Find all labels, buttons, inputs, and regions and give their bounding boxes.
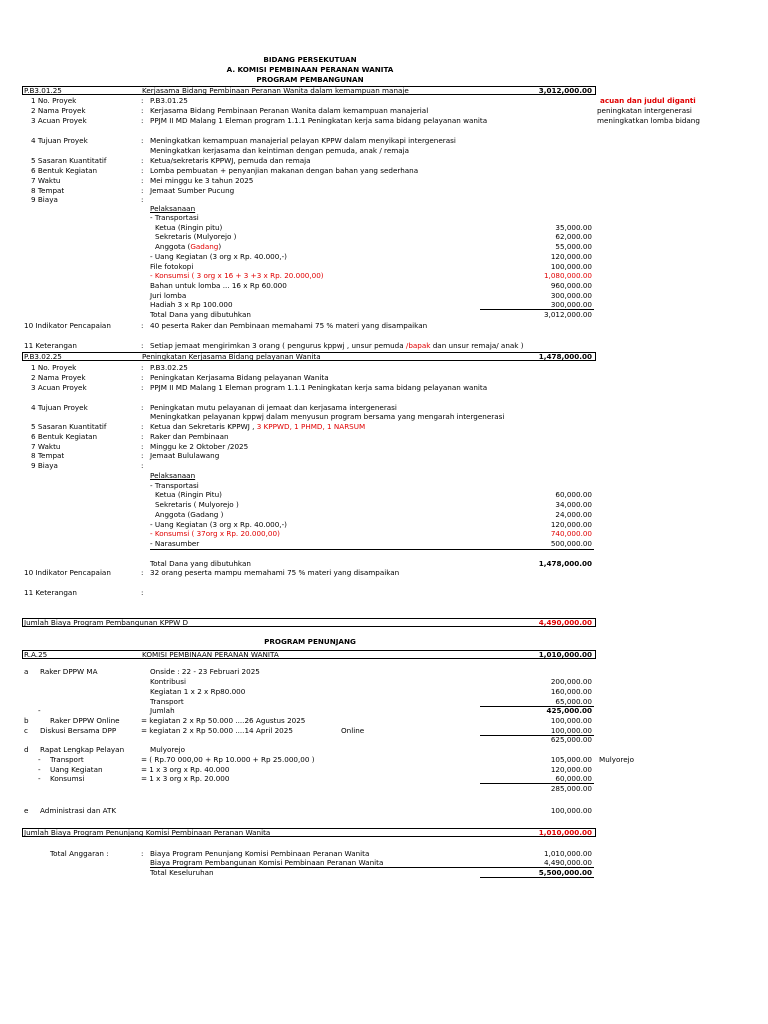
subtotal-1: 625,000.00: [550, 735, 592, 744]
total-row-2-value: 4,490,000.00: [543, 858, 592, 867]
project-2-total: 1,478,000.00: [538, 352, 592, 361]
item-d3-value: 60,000.00: [555, 774, 592, 783]
colon: :: [141, 432, 144, 441]
penunjang-code: R.A.25: [24, 650, 48, 659]
p2-bentuk: Raker dan Pembinaan: [150, 432, 229, 441]
project-2-name: Peningkatan Kerjasama Bidang pelayanan Wanita: [142, 352, 321, 361]
p2-label-10: 10 Indikator Pencapaian: [24, 568, 111, 577]
p1-file: File fotokopi: [150, 262, 194, 271]
colon: :: [141, 451, 144, 460]
item-d1-label: Transport: [50, 755, 84, 764]
p2-anggota: Anggota (Gadang ): [155, 510, 224, 519]
p1-anggota-value: 55,000.00: [555, 242, 592, 251]
jumlah-pembangunan-value: 4,490,000.00: [538, 618, 592, 627]
dash: -: [38, 755, 41, 764]
item-a-dash: -: [38, 706, 41, 715]
p1-transportasi: - Transportasi: [150, 213, 199, 222]
colon: :: [141, 373, 144, 382]
p1-konsumsi: - Konsumsi ( 3 org x 16 + 3 +3 x Rp. 20.000,00): [150, 271, 324, 280]
item-c-online: Online: [341, 726, 365, 735]
item-a-transport: Transport: [150, 697, 184, 706]
p1-acuan: PPJM II MD Malang 1 Eleman program 1.1.1 Peningkatan kerja sama bidang pelayanan wanita: [150, 116, 488, 125]
p1-label-1: 1 No. Proyek: [31, 96, 77, 105]
p1-total-dana: Total Dana yang dibutuhkan: [150, 310, 251, 319]
item-a-onsite: Onside : 22 - 23 Februari 2025: [150, 667, 260, 676]
item-d2-desc: = 1 x 3 org x Rp. 40.000: [141, 765, 230, 774]
item-a-kegiatan-value: 160,000.00: [550, 687, 592, 696]
p2-konsumsi: - Konsumsi ( 37org x Rp. 20.000,00): [150, 529, 280, 538]
total-anggaran-label: Total Anggaran :: [50, 849, 109, 858]
item-a-kontribusi-value: 200,000.00: [550, 677, 592, 686]
p2-narasumber-value: 500,000.00: [550, 539, 592, 548]
p1-konsumsi-value: 1,080,000.00: [543, 271, 592, 280]
p2-total-dana: Total Dana yang dibutuhkan: [150, 559, 251, 568]
p1-keterangan-bapak: /bapak: [405, 341, 431, 350]
total-row-3-value: 5,500,000.00: [538, 868, 592, 877]
p2-ketua-value: 60,000.00: [555, 490, 592, 499]
p1-hadiah-value: 300,000.00: [550, 300, 592, 309]
colon: :: [141, 849, 144, 858]
p1-tujuan-1: Meningkatkan kemampuan manajerial pelayan KPPW dalam menyikapi intergenerasi: [150, 136, 456, 145]
penunjang-total: 1,010,000.00: [538, 650, 592, 659]
colon: :: [141, 383, 144, 392]
project-2-code: P.B3.02.25: [24, 352, 62, 361]
item-b-value: 100,000.00: [550, 716, 592, 725]
item-a-transport-value: 65,000.00: [555, 697, 592, 706]
p2-konsumsi-value: 740,000.00: [550, 529, 592, 538]
p1-label-5: 5 Sasaran Kuantitatif: [31, 156, 107, 165]
item-b-desc: = kegiatan 2 x Rp 50.000 ....26 Agustus 2025: [141, 716, 306, 725]
p1-ketua: Ketua (Ringin pitu): [155, 223, 223, 232]
p2-label-2: 2 Nama Proyek: [31, 373, 86, 382]
title-line-1: BIDANG PERSEKUTUAN: [263, 55, 357, 64]
p1-ketua-value: 35,000.00: [555, 223, 592, 232]
p1-keterangan: Setiap jemaat mengirimkan 3 orang ( pengurus kppwj , unsur pemuda /bapak dan unsur remaja/ anak ): [150, 341, 524, 350]
p1-bahan: Bahan untuk lomba ... 16 x Rp 60.000: [150, 281, 287, 290]
item-c-label: Diskusi Bersama DPP: [40, 726, 117, 735]
item-e-value: 100,000.00: [550, 806, 592, 815]
item-a-label: Raker DPPW MA: [40, 667, 98, 676]
p1-sasaran: Ketua/sekretaris KPPWJ, pemuda dan remaja: [150, 156, 311, 165]
p1-label-9: 9 Biaya: [31, 195, 58, 204]
p1-uang-value: 120,000.00: [550, 252, 592, 261]
p1-tujuan-2: Meningkatkan kerjasama dan keintiman dengan pemuda, anak / remaja: [150, 146, 410, 155]
colon: :: [141, 136, 144, 145]
p1-label-8: 8 Tempat: [31, 186, 65, 195]
colon: :: [141, 588, 144, 597]
item-d-place: Mulyorejo: [150, 745, 186, 754]
item-e-label: Administrasi dan ATK: [40, 806, 117, 815]
item-d3-desc: = 1 x 3 org x Rp. 20.000: [141, 774, 230, 783]
p2-acuan: PPJM II MD Malang 1 Eleman program 1.1.1 Peningkatan kerja sama bidang pelayanan wanita: [150, 383, 488, 392]
p2-sasaran: Ketua dan Sekretaris KPPWJ , 3 KPPWD, 1 PHMD, 1 NARSUM: [150, 422, 366, 431]
colon: :: [141, 166, 144, 175]
p1-label-6: 6 Bentuk Kegiatan: [31, 166, 98, 175]
colon: :: [141, 156, 144, 165]
p1-anggota-gadang: Gadang: [190, 242, 219, 251]
total-row-1: Biaya Program Penunjang Komisi Pembinaan Peranan Wanita: [150, 849, 370, 858]
p1-uang: - Uang Kegiatan (3 org x Rp. 40.000,-): [150, 252, 287, 261]
colon: :: [141, 568, 144, 577]
p2-label-11: 11 Keterangan: [24, 588, 77, 597]
item-b-letter: b: [24, 716, 29, 725]
p2-label-7: 7 Waktu: [31, 442, 61, 451]
item-d1-note: Mulyorejo: [599, 755, 635, 764]
p2-label-8: 8 Tempat: [31, 451, 65, 460]
item-b-label: Raker DPPW Online: [50, 716, 120, 725]
p1-label-7: 7 Waktu: [31, 176, 61, 185]
item-d1-desc: = ( Rp.70 000,00 + Rp 10.000 + Rp 25.000,00 ): [141, 755, 315, 764]
p2-label-3: 3 Acuan Proyek: [31, 383, 87, 392]
p2-anggota-value: 24,000.00: [555, 510, 592, 519]
jumlah-penunjang-label: Jumlah Biaya Program Penunjang Komisi Pembinaan Peranan Wanita: [24, 828, 271, 837]
item-d3-label: Konsumsi: [50, 774, 85, 783]
title-line-3: PROGRAM PEMBANGUNAN: [256, 75, 364, 84]
dash: -: [38, 774, 41, 783]
item-a-jumlah: Jumlah: [150, 706, 175, 715]
p2-transportasi: - Transportasi: [150, 481, 199, 490]
p1-waktu: Mei minggu ke 3 tahun 2025: [150, 176, 254, 185]
subtotal-2: 285,000.00: [550, 784, 592, 793]
p1-indikator: 40 peserta Raker dan Pembinaan memahami 75 % materi yang disampaikan: [150, 321, 428, 330]
total-row-2: Biaya Program Pembangunan Komisi Pembinaan Peranan Wanita: [150, 858, 384, 867]
item-d2-value: 120,000.00: [550, 765, 592, 774]
p2-narasumber: - Narasumber: [150, 539, 200, 548]
p2-ketua: Ketua (Ringin Pitu): [155, 490, 222, 499]
p2-uang: - Uang Kegiatan (3 org x Rp. 40.000,-): [150, 520, 287, 529]
p2-tujuan-1: Peningkatan mutu pelayanan di jemaat dan kerjasama intergenerasi: [150, 403, 397, 412]
p2-label-6: 6 Bentuk Kegiatan: [31, 432, 98, 441]
project-1-name: Kerjasama Bidang Pembinaan Peranan Wanita dalam kemampuan manaje: [142, 86, 409, 95]
project-1-code: P.B3.01.25: [24, 86, 62, 95]
p2-pelaksanaan: Pelaksanaan: [150, 471, 196, 480]
penunjang-name: KOMISI PEMBINAAN PERANAN WANITA: [142, 650, 279, 659]
jumlah-pembangunan-label: Jumlah Biaya Program Pembangunan KPPW D: [24, 618, 189, 627]
p1-hadiah: Hadiah 3 x Rp 100.000: [150, 300, 233, 309]
item-c-desc: = kegiatan 2 x Rp 50.000 ....14 April 2025: [141, 726, 293, 735]
colon: :: [141, 106, 144, 115]
p1-no: P.B3.01.25: [150, 96, 188, 105]
item-d-letter: d: [24, 745, 29, 754]
colon: :: [141, 442, 144, 451]
p1-file-value: 100,000.00: [550, 262, 592, 271]
penunjang-title: PROGRAM PENUNJANG: [264, 637, 356, 646]
colon: :: [141, 461, 144, 470]
p1-pelaksanaan: Pelaksanaan: [150, 204, 196, 213]
double-line: [480, 877, 594, 878]
item-d1-value: 105,000.00: [550, 755, 592, 764]
p1-label-4: 4 Tujuan Proyek: [31, 136, 88, 145]
p1-sekretaris-value: 62,000.00: [555, 232, 592, 241]
p2-indikator: 32 orang peserta mampu memahami 75 % materi yang disampaikan: [150, 568, 400, 577]
p2-label-1: 1 No. Proyek: [31, 363, 77, 372]
p1-nama: Kerjasama Bidang Pembinaan Peranan Wanita dalam kemampuan manajerial: [150, 106, 429, 115]
p2-label-4: 4 Tujuan Proyek: [31, 403, 88, 412]
total-row-1-value: 1,010,000.00: [543, 849, 592, 858]
p1-bentuk: Lomba pembuatan + penyanjian makanan dengan bahan yang sederhana: [150, 166, 419, 175]
p1-label-3: 3 Acuan Proyek: [31, 116, 87, 125]
p1-label-2: 2 Nama Proyek: [31, 106, 86, 115]
p1-juri-value: 300,000.00: [550, 291, 592, 300]
p1-juri: Juri lomba: [150, 291, 187, 300]
p1-total-dana-value: 3,012,000.00: [543, 310, 592, 319]
sum-line: [150, 549, 594, 550]
p2-waktu: Minggu ke 2 Oktober /2025: [150, 442, 249, 451]
item-a-kegiatan: Kegiatan 1 x 2 x Rp80.000: [150, 687, 246, 696]
colon: :: [141, 116, 144, 125]
item-a-jumlah-value: 425,000.00: [546, 706, 592, 715]
item-c-letter: c: [24, 726, 28, 735]
p2-label-9: 9 Biaya: [31, 461, 58, 470]
p2-sasaran-red: 3 KPPWD, 1 PHMD, 1 NARSUM: [256, 422, 366, 431]
colon: :: [141, 363, 144, 372]
p2-total-dana-value: 1,478,000.00: [538, 559, 592, 568]
item-a-letter: a: [24, 667, 29, 676]
colon: :: [141, 96, 144, 105]
side-note-red: acuan dan judul diganti: [600, 96, 696, 105]
colon: :: [141, 176, 144, 185]
jumlah-penunjang-value: 1,010,000.00: [538, 828, 592, 837]
p1-label-10: 10 Indikator Pencapaian: [24, 321, 111, 330]
p2-label-5: 5 Sasaran Kuantitatif: [31, 422, 107, 431]
p2-tempat: Jemaat Bululawang: [150, 451, 220, 460]
p2-uang-value: 120,000.00: [550, 520, 592, 529]
p2-sekretaris-value: 34,000.00: [555, 500, 592, 509]
title-line-2: A. KOMISI PEMBINAAN PERANAN WANITA: [226, 65, 394, 74]
dash: -: [38, 765, 41, 774]
p2-no: P.B3.02.25: [150, 363, 188, 372]
p1-tempat: Jemaat Sumber Pucung: [150, 186, 235, 195]
colon: :: [141, 195, 144, 204]
side-note-1: peningkatan intergenerasi: [597, 106, 692, 115]
total-row-3: Total Keseluruhan: [150, 868, 214, 877]
item-e-letter: e: [24, 806, 29, 815]
p1-anggota: Anggota (Gadang): [155, 242, 222, 251]
p1-label-11: 11 Keterangan: [24, 341, 77, 350]
side-note-2: meningkatkan lomba bidang: [597, 116, 700, 125]
colon: :: [141, 403, 144, 412]
colon: :: [141, 321, 144, 330]
p2-tujuan-2: Meningkatkan pelayanan kppwj dalam menyusun program bersama yang mengarah intergenerasi: [150, 412, 505, 421]
item-d2-label: Uang Kegiatan: [50, 765, 103, 774]
colon: :: [141, 341, 144, 350]
p1-bahan-value: 960,000.00: [550, 281, 592, 290]
p1-sekretaris: Sekretaris (Mulyorejo ): [155, 232, 237, 241]
item-d-label: Rapat Lengkap Pelayan: [40, 745, 125, 754]
item-a-kontribusi: Kontribusi: [150, 677, 186, 686]
project-1-total: 3,012,000.00: [538, 86, 592, 95]
p2-nama: Peningkatan Kerjasama Bidang pelayanan Wanita: [150, 373, 329, 382]
item-c-value: 100,000.00: [550, 726, 592, 735]
colon: :: [141, 422, 144, 431]
colon: :: [141, 186, 144, 195]
p2-sekretaris: Sekretaris ( Mulyorejo ): [155, 500, 239, 509]
